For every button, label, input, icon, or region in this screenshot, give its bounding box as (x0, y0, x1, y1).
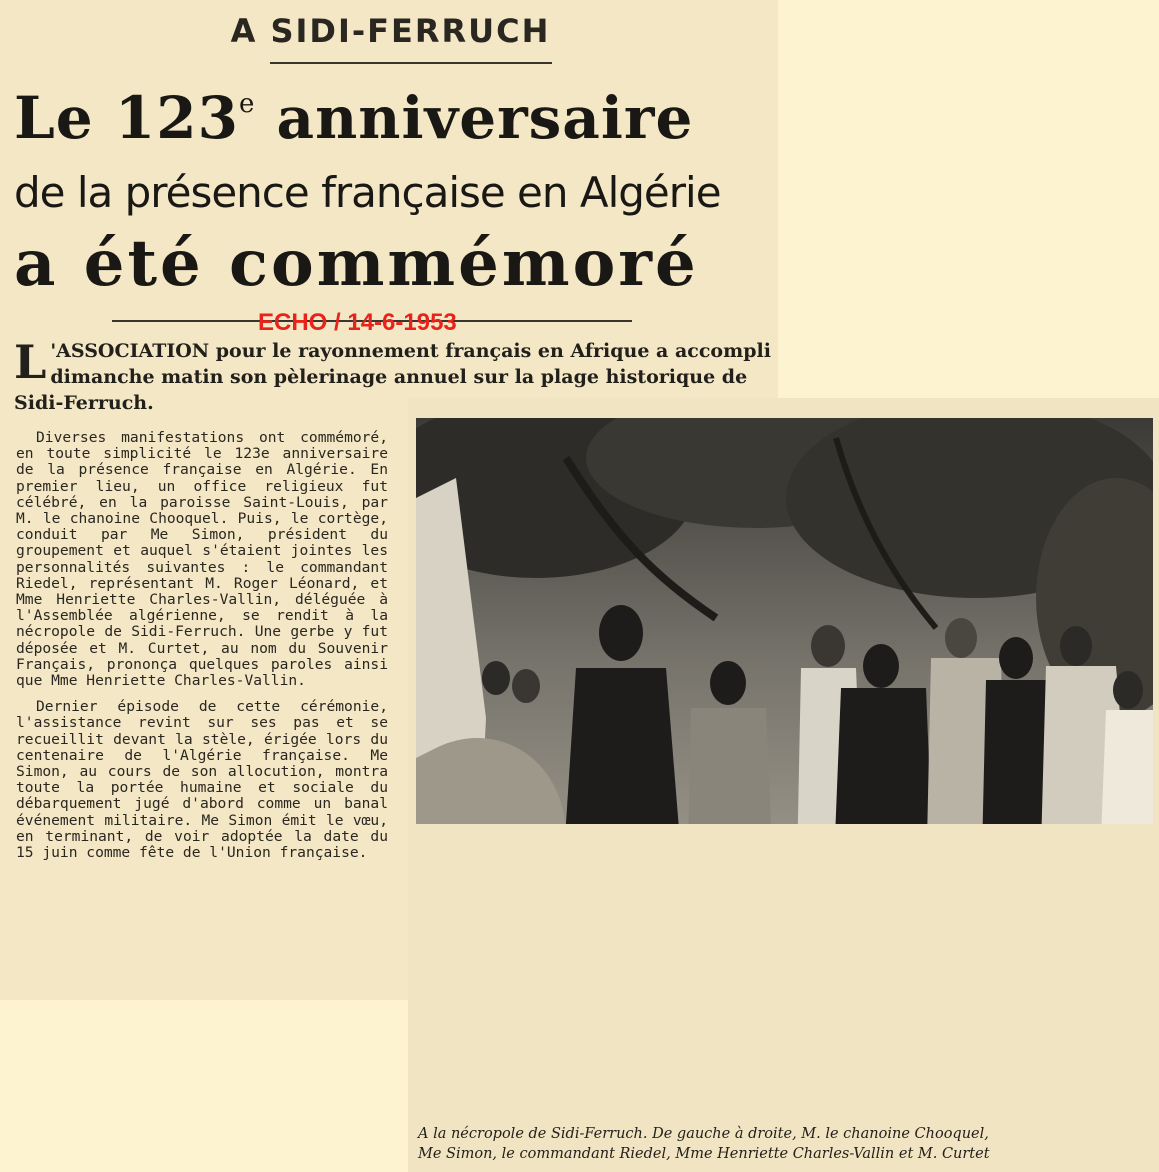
article-body (16, 430, 388, 871)
caption-line-2: Me Simon, le commandant Riedel, Mme Henriette Charles-Vallin et M. Curtet (418, 1146, 990, 1162)
headline-number: Le 123 (14, 84, 239, 152)
headline-word: anniversaire (255, 84, 694, 152)
headline-ordinal: e (238, 89, 256, 119)
drop-cap: L (14, 335, 47, 389)
body-paragraph-2: Dernier épisode de cette cérémonie, l'assistance revint sur ses pas et se recueillit devant la stèle, érigée lors du centenaire de l'Algérie française. Me Simon, au cours de son allocution, montra toute la portée humaine et sociale du débarquement jugé d'abord comme un banal événement militaire. Me Simon émit le vœu, en terminant, de voir adoptée la date du 15 juin comme fête de l'Union française. (16, 698, 388, 862)
ceremony-photograph (416, 418, 1153, 824)
lede-text: 'ASSOCIATION pour le rayonnement français en Afrique a accompli dimanche matin son pèlerinage annuel sur la plage historique de Sidi-Ferruch. (14, 340, 771, 414)
kicker-rule (270, 62, 552, 64)
body-paragraph-1: Diverses manifestations ont commémoré, en toute simplicité le 123e anniversaire de la présence française en Algérie. En premier lieu, un office religieux fut célébré, en la paroisse Saint-Louis, par M. le chanoine Chooquel. Puis, le cortège, conduit par Me Simon, président du groupement et auquel s'étaient jointes les personnalités suivantes : le commandant Riedel, représentant M. Roger Léonard, et Mme Henriette Charles-Vallin, déléguée à l'Assemblée algérienne, se rendit à la nécropole de Sidi-Ferruch. Une gerbe y fut déposée et M. Curtet, au nom du Souvenir Français, prononça quelques paroles ainsi que Mme Henriette Charles-Vallin. (16, 429, 388, 690)
headline-line-2: de la présence française en Algérie (14, 168, 721, 217)
source-stamp: ECHO / 14-6-1953 (258, 309, 457, 336)
photo-caption (418, 1124, 1158, 1164)
section-kicker: A SIDI-FERRUCH (230, 12, 551, 50)
headline-line-1 (14, 84, 764, 152)
headline-line-3: a été commémoré (14, 226, 699, 301)
caption-line-1: A la nécropole de Sidi-Ferruch. De gauche à droite, M. le chanoine Chooquel, (418, 1126, 989, 1142)
lede-paragraph (14, 335, 776, 416)
